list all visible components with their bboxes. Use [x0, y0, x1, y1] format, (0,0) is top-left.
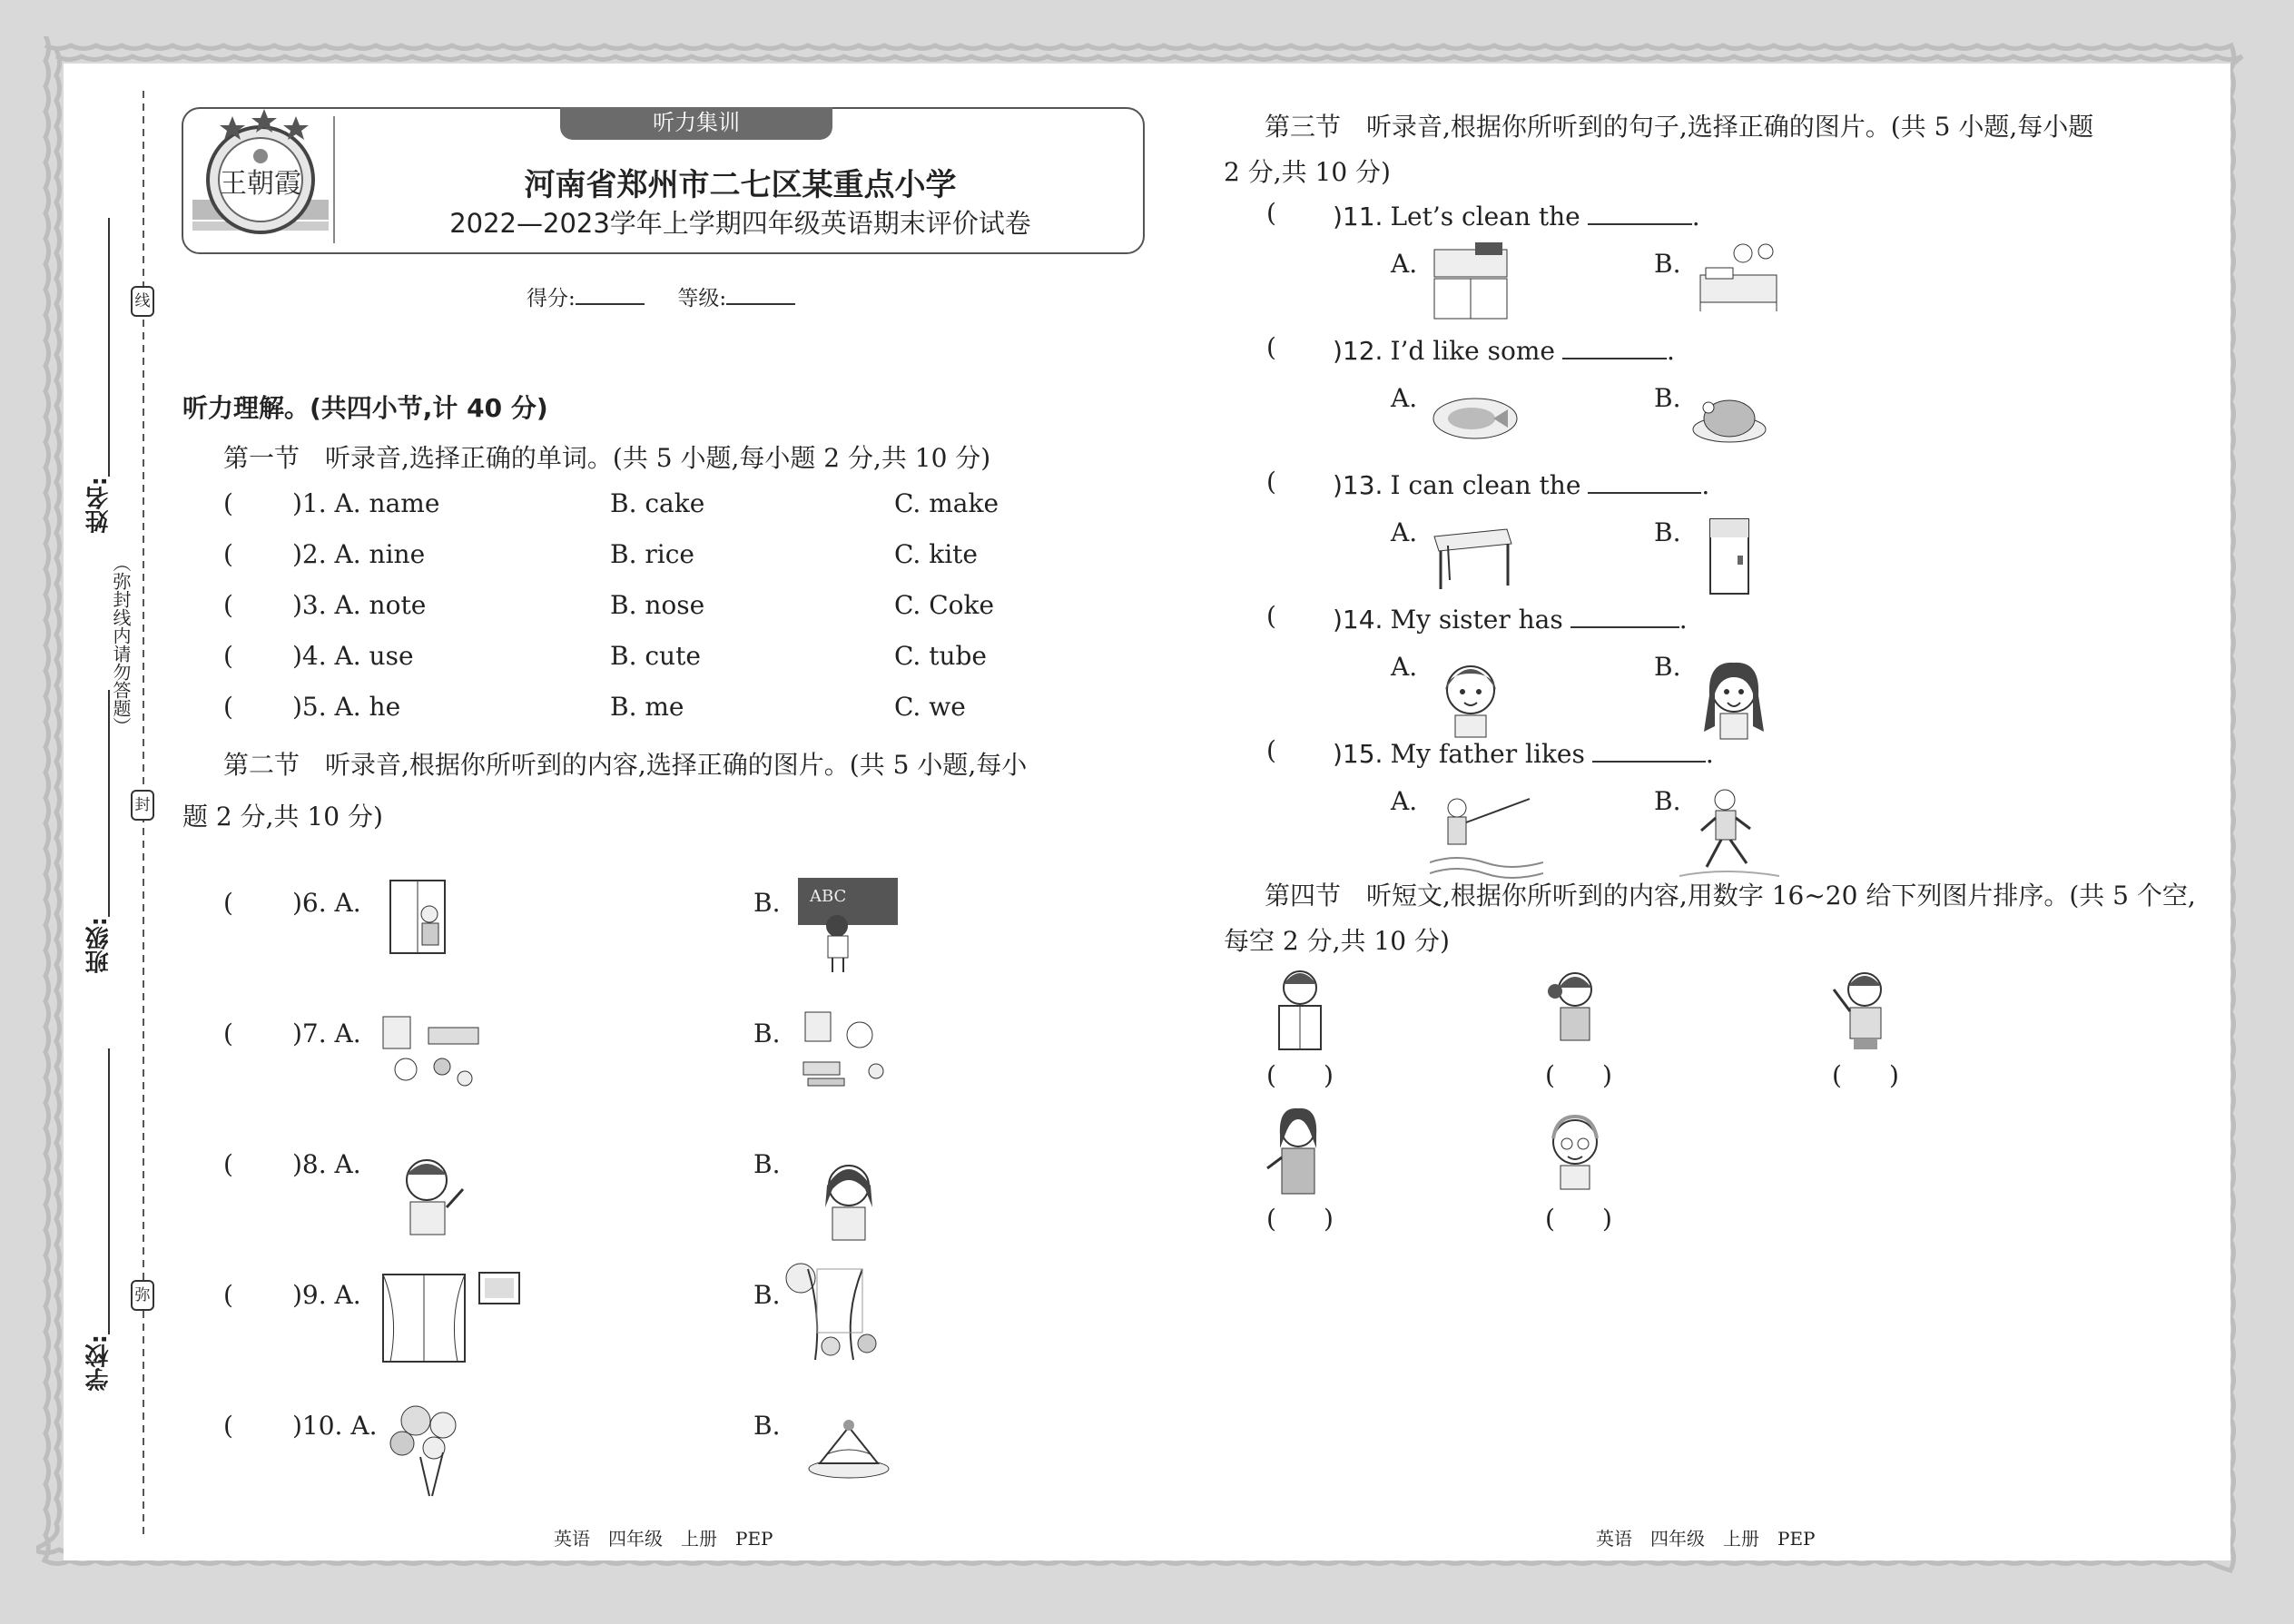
q14-sentence: )14. My sister has . [1333, 601, 1688, 635]
q13-fill-blank [1588, 467, 1701, 494]
q5-option-a: )5. A. he [292, 692, 401, 722]
q11-a-kitchen-picture [1430, 241, 1511, 326]
q5-answer-blank[interactable] [243, 692, 298, 724]
q11-label-b: B. [1654, 249, 1681, 279]
q4-option-b: B. cute [610, 641, 701, 671]
part2-title-line1: 第二节 听录音,根据你所听到的内容,选择正确的图片。(共 5 小题,每小 [223, 750, 1028, 780]
brand-logo [192, 109, 329, 251]
q3-open-paren: ( [223, 590, 233, 620]
q12-a-fish-picture [1430, 386, 1521, 453]
part3-title-line2: 2 分,共 10 分) [1224, 157, 1391, 187]
q2-open-paren: ( [223, 539, 233, 569]
part1-title: 第一节 听录音,选择正确的单词。(共 5 小题,每小题 2 分,共 10 分) [223, 443, 991, 473]
q3-option-a: )3. A. note [292, 590, 427, 620]
q9-answer-blank[interactable] [243, 1280, 298, 1313]
q15-fill-blank [1592, 735, 1706, 763]
p4-girl-picture [1539, 962, 1611, 1057]
q13-open-paren: ( [1266, 467, 1276, 497]
q2-option-c: C. kite [894, 539, 978, 569]
q1-option-b: B. cake [610, 488, 705, 518]
q4-open-paren: ( [223, 641, 233, 671]
q1-answer-blank[interactable] [243, 488, 298, 521]
order-blank-1[interactable]: ( ) [1266, 1060, 1334, 1090]
q7-answer-blank[interactable] [243, 1019, 298, 1051]
q3-option-c: C. Coke [894, 590, 995, 620]
footer-right: 英语 四年级 上册 PEP [1596, 1528, 1816, 1550]
q10-open-paren: ( [223, 1411, 233, 1441]
q15-a-fishing-picture [1430, 790, 1543, 884]
q9-a-window-picture [381, 1269, 527, 1371]
q13-a-desk-picture [1430, 520, 1516, 596]
q5-option-b: B. me [610, 692, 684, 722]
part2-title-line2: 题 2 分,共 10 分) [182, 802, 383, 832]
part4-title-line2: 每空 2 分,共 10 分) [1224, 926, 1450, 956]
q14-fill-blank [1570, 601, 1679, 628]
q10-answer-blank[interactable] [243, 1411, 298, 1443]
q12-open-paren: ( [1266, 332, 1276, 362]
q11-label-a: A. [1391, 249, 1418, 279]
binding-note: （弥封线内请勿答题） [110, 554, 132, 735]
p4-grandpa-picture [1539, 1106, 1611, 1196]
q2-option-a: )2. A. nine [292, 539, 426, 569]
q8-label-a: )8. A. [292, 1149, 361, 1179]
q3-option-b: B. nose [610, 590, 705, 620]
seal-mi: 弥 [131, 1280, 154, 1311]
q9-label-a: )9. A. [292, 1280, 361, 1310]
q6-a-window-boy-picture [386, 876, 449, 961]
q4-answer-blank[interactable] [243, 641, 298, 674]
q15-label-a: A. [1391, 786, 1418, 816]
q13-label-b: B. [1654, 517, 1681, 547]
school-title: 河南省郑州市二七区某重点小学 [524, 167, 957, 203]
exam-title: 2022—2023学年上学期四年级英语期末评价试卷 [449, 208, 1031, 239]
q15-label-b: B. [1654, 786, 1681, 816]
q4-option-c: C. tube [894, 641, 988, 671]
q10-label-a: )10. A. [292, 1411, 378, 1441]
exam-page [64, 64, 2230, 1560]
q14-b-long-hair-girl-picture [1693, 654, 1775, 748]
order-blank-5[interactable]: ( ) [1545, 1204, 1612, 1234]
q12-fill-blank [1562, 332, 1667, 359]
q11-open-paren: ( [1266, 198, 1276, 228]
q12-label-a: A. [1391, 383, 1418, 413]
q14-label-a: A. [1391, 652, 1418, 682]
q8-b-girl-picture [812, 1153, 885, 1247]
seal-line: 线 [131, 286, 154, 317]
q11-fill-blank [1588, 198, 1692, 225]
q3-answer-blank[interactable] [243, 590, 298, 623]
school-label: 学校: [85, 1334, 113, 1392]
logo-text: 王朝霞 [220, 168, 301, 200]
q6-b-board-girl-picture [796, 876, 901, 979]
order-blank-4[interactable]: ( ) [1266, 1204, 1334, 1234]
score-field: 得分: 等级: [527, 281, 795, 311]
q6-label-a: )6. A. [292, 888, 361, 918]
q5-open-paren: ( [223, 692, 233, 722]
q7-open-paren: ( [223, 1019, 233, 1048]
q8-a-boy-picture [390, 1153, 477, 1243]
q1-open-paren: ( [223, 488, 233, 518]
q9-label-b: B. [753, 1280, 781, 1310]
q15-sentence: )15. My father likes . [1333, 735, 1714, 769]
q1-option-a: )1. A. name [292, 488, 440, 518]
q14-label-b: B. [1654, 652, 1681, 682]
svg-text:ABC: ABC [810, 887, 847, 906]
q6-answer-blank[interactable] [243, 888, 298, 920]
part3-title-line1: 第三节 听录音,根据你所听到的句子,选择正确的图片。(共 5 小题,每小题 [1265, 112, 2094, 142]
order-blank-3[interactable]: ( ) [1832, 1060, 1899, 1090]
q14-a-short-hair-girl-picture [1430, 654, 1511, 743]
q15-open-paren: ( [1266, 735, 1276, 765]
q7-label-b: B. [753, 1019, 781, 1048]
q8-label-b: B. [753, 1149, 781, 1179]
section-title: 听力理解。(共四小节,计 40 分) [182, 393, 548, 423]
p4-boy-waving-picture [1825, 962, 1897, 1057]
q13-sentence: )13. I can clean the . [1333, 467, 1709, 500]
q5-option-c: C. we [894, 692, 966, 722]
order-blank-2[interactable]: ( ) [1545, 1060, 1612, 1090]
q14-open-paren: ( [1266, 601, 1276, 631]
q7-a-toys-picture [379, 1008, 483, 1097]
q13-b-door-picture [1707, 516, 1752, 601]
q15-b-running-picture [1679, 785, 1779, 889]
q9-open-paren: ( [223, 1280, 233, 1310]
q13-label-a: A. [1391, 517, 1418, 547]
q7-b-school-things-picture [794, 1008, 894, 1102]
header-box [182, 107, 1145, 254]
q6-open-paren: ( [223, 888, 233, 918]
q6-label-b: B. [753, 888, 781, 918]
class-label: 班级: [85, 917, 113, 974]
q11-sentence: )11. Let’s clean the . [1333, 198, 1700, 231]
q4-option-a: )4. A. use [292, 641, 414, 671]
name-label: 姓名: [85, 477, 113, 534]
q7-label-a: )7. A. [292, 1019, 361, 1048]
q1-option-c: C. make [894, 488, 999, 518]
q11-b-bedroom-picture [1693, 241, 1784, 317]
listening-tag: 听力集训 [560, 107, 832, 140]
q8-open-paren: ( [223, 1149, 233, 1179]
part4-title-line1: 第四节 听短文,根据你所听到的内容,用数字 16~20 给下列图片排序。(共 5 个空, [1265, 881, 2196, 910]
q10-label-b: B. [753, 1411, 781, 1441]
q10-b-cake-picture [803, 1409, 894, 1485]
seal-seal: 封 [131, 790, 154, 821]
q12-b-chicken-picture [1689, 386, 1770, 453]
q8-answer-blank[interactable] [243, 1149, 298, 1182]
q12-label-b: B. [1654, 383, 1681, 413]
q2-option-b: B. rice [610, 539, 694, 569]
footer-left: 英语 四年级 上册 PEP [554, 1528, 773, 1550]
q9-b-curtains-picture [781, 1260, 885, 1371]
p4-doctor-picture [1266, 962, 1334, 1057]
q10-a-flowers-picture [379, 1398, 470, 1501]
q12-sentence: )12. I’d like some . [1333, 332, 1675, 366]
p4-teacher-picture [1262, 1103, 1334, 1206]
q2-answer-blank[interactable] [243, 539, 298, 572]
